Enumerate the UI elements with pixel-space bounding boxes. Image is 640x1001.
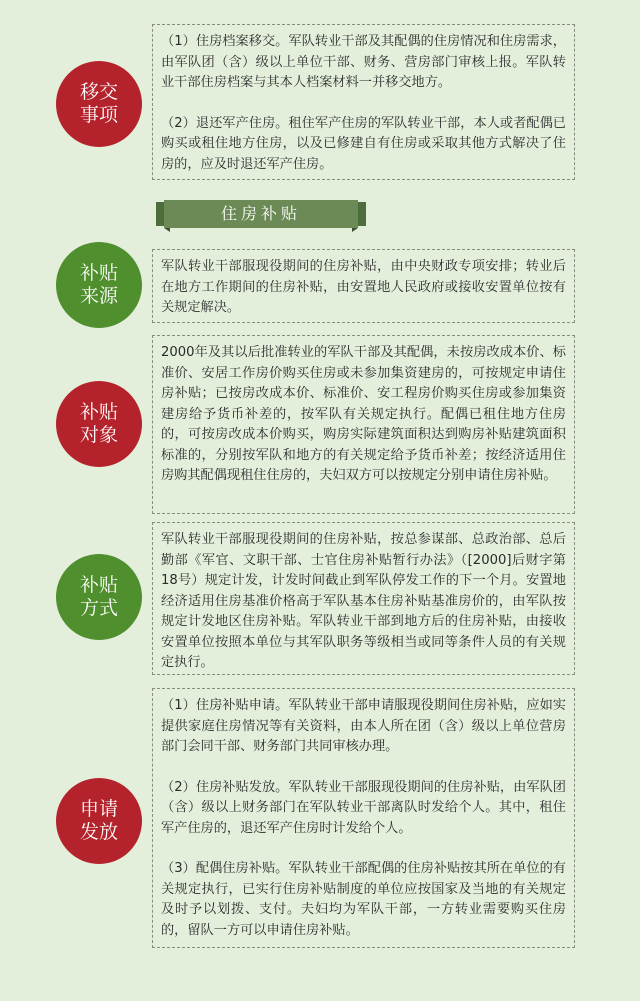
transfer-matters-box (152, 24, 575, 180)
subsidy-source-paragraph: 军队转业干部服现役期间的住房补贴，由中央财政专项安排；转业后在地方工作期间的住房补贴，由安置地人民政府或接收安置单位按有关规定解决。 (161, 259, 566, 315)
circle-transfer-matters: 移交 事项 (56, 61, 142, 147)
transfer-matters-paragraph: （2）退还军产住房。租住军产住房的军队转业干部，本人或者配偶已购买或租住地方住房，以及已修建自有住房或采取其他方式解决了住房的，应及时退还军产住房。 (161, 115, 566, 172)
circle-application-disbursement: 申请 发放 (56, 778, 142, 864)
application-disbursement-paragraph: （1）住房补贴申请。军队转业干部申请服现役期间住房补贴，应如实提供家庭住房情况等有关资料，由本人所在团（含）级以上单位营房部门会同干部、财务部门共同审核办理。 (161, 698, 566, 754)
subsidy-method-paragraph: 军队转业干部服现役期间的住房补贴，按总参谋部、总政治部、总后勤部《军官、文职干部、士官住房补贴暂行办法》（[2000]后财字第18号）规定计发，计发时间截止到军队停发工作的下一个月。安置地经济适用住房基准价格高于军队基本住房补贴基准房价的，由军队按规定计发地区住房补贴。军队转业干部到地方后的住房补贴，由接收安置单位按照本单位与其军队职务等级相当或同等条件人员的有关规定执行。 (161, 532, 566, 670)
banner-title: 住房补贴 (220, 204, 301, 223)
section-banner (156, 198, 366, 232)
circle-subsidy-source: 补贴 来源 (56, 242, 142, 328)
subsidy-source-box (152, 249, 575, 323)
subsidy-method-box (152, 522, 575, 675)
subsidy-recipients-paragraph: 2000年及其以后批准转业的军队干部及其配偶，未按房改成本价、标准价、安居工作房价购买住房或未参加集资建房的，可按规定申请住房补贴；已按房改成本价、标准价、安工程房价购买住房或参加集资建房给予货币补差的，按军队有关规定执行。配偶已租住地方住房的，可按房改成本价购买，购房实际建筑面积达到购房补贴建筑面积标准的，分别按军队和地方的有关规定给予货币补差；按经济适用住房购其配偶现租住住房的，夫妇双方可以按规定分别申请住房补贴。 (161, 345, 566, 483)
application-disbursement-paragraph: （3）配偶住房补贴。军队转业干部配偶的住房补贴按其所在单位的有关规定执行，已实行住房补贴制度的单位应按国家及当地的有关规定及时予以划拨、支付。夫妇均为军队干部，一方转业需要购买住房的，留队一方可以申请住房补贴。 (161, 861, 566, 938)
circle-subsidy-method: 补贴 方式 (56, 554, 142, 640)
application-disbursement-paragraph: （2）住房补贴发放。军队转业干部服现役期间的住房补贴，由军队团（含）级以上财务部门在军队转业干部离队时发给个人。其中，租住军产住房的，退还军产住房时计发给个人。 (161, 779, 566, 836)
application-disbursement-box (152, 688, 575, 948)
transfer-matters-paragraph: （1）住房档案移交。军队转业干部及其配偶的住房情况和住房需求，由军队团（含）级以上单位干部、财务、营房部门审核上报。军队转业干部住房档案与其本人档案材料一并移交地方。 (161, 34, 566, 90)
circle-subsidy-recipients: 补贴 对象 (56, 381, 142, 467)
subsidy-recipients-box (152, 335, 575, 514)
